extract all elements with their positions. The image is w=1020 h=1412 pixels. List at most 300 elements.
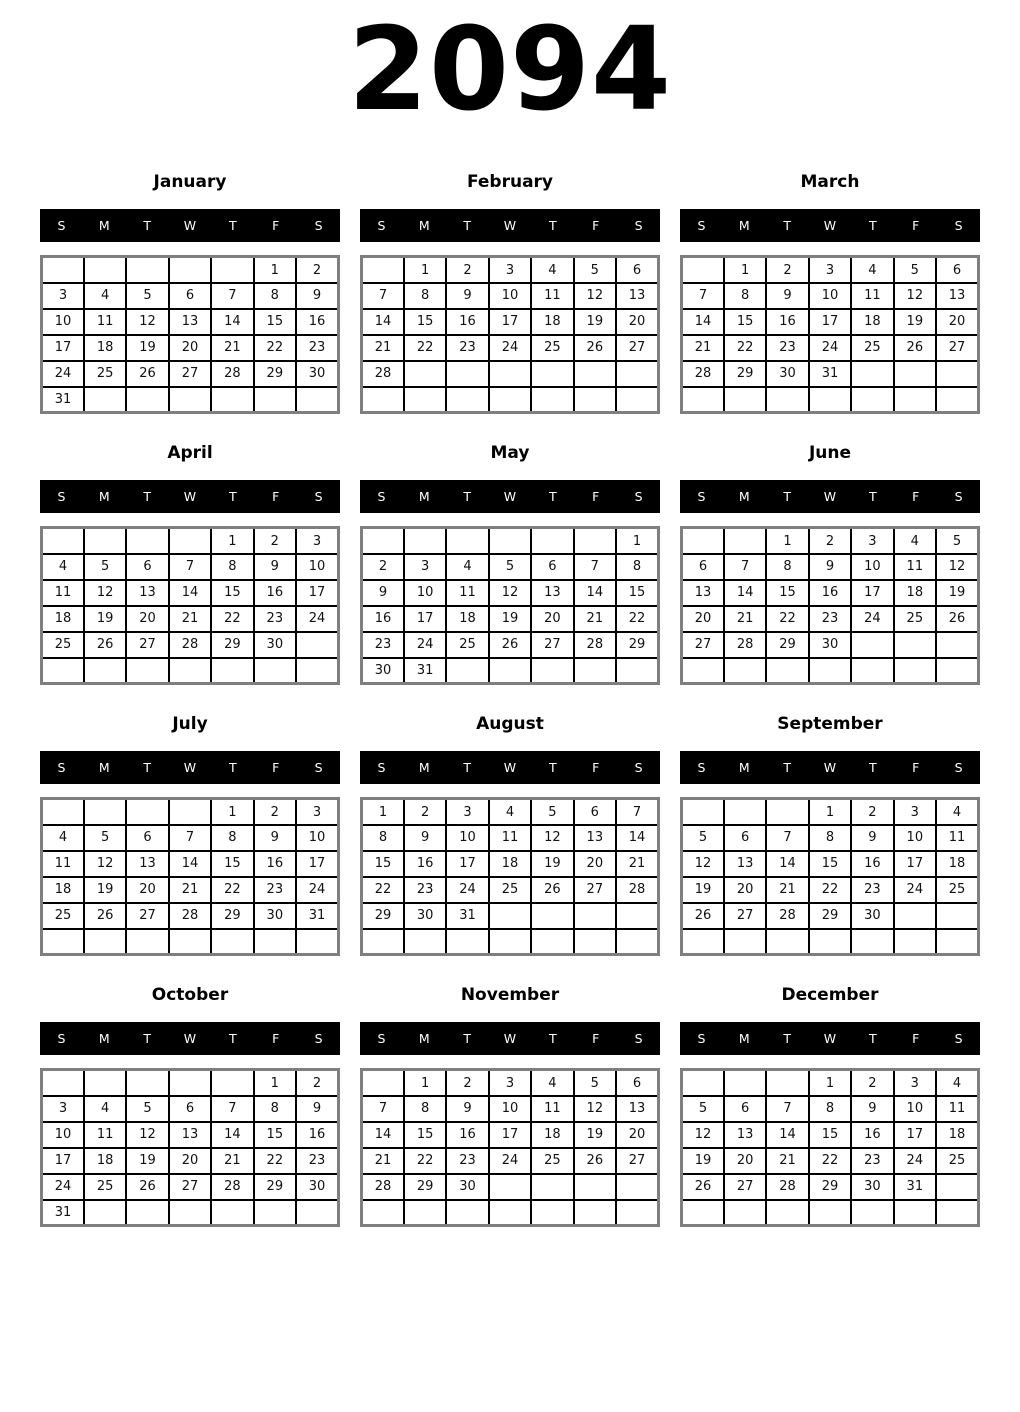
date-cell: 15 <box>616 580 658 606</box>
date-cell: 25 <box>84 1174 126 1200</box>
date-cell: 14 <box>169 580 211 606</box>
weekday-label: M <box>738 489 750 505</box>
weekday-label: T <box>463 1031 471 1047</box>
empty-date-cell <box>84 257 126 283</box>
date-cell: 26 <box>574 335 616 361</box>
date-cell: 30 <box>809 632 851 658</box>
date-cell: 16 <box>851 851 893 877</box>
weekday-label: S <box>634 489 643 505</box>
date-cell: 19 <box>894 309 936 335</box>
month-title: September <box>777 713 883 734</box>
date-cell: 11 <box>489 825 531 851</box>
weekday-label: W <box>823 218 837 234</box>
empty-date-cell <box>766 1200 808 1226</box>
date-grid <box>680 526 980 685</box>
date-cell: 9 <box>254 554 296 580</box>
date-cell: 13 <box>936 283 978 309</box>
month-title: April <box>167 442 213 463</box>
date-cell: 19 <box>574 1122 616 1148</box>
date-cell: 2 <box>809 528 851 554</box>
weekday-label: S <box>634 760 643 776</box>
weekday-header-row <box>680 480 980 513</box>
weekday-label: F <box>592 1031 600 1047</box>
empty-date-cell <box>126 1200 168 1226</box>
date-cell: 11 <box>446 580 488 606</box>
date-cell: 10 <box>851 554 893 580</box>
date-cell: 22 <box>211 877 253 903</box>
date-cell: 14 <box>724 580 766 606</box>
date-cell: 29 <box>724 361 766 387</box>
date-cell: 18 <box>446 606 488 632</box>
week-row <box>42 1096 339 1122</box>
date-cell: 17 <box>851 580 893 606</box>
empty-date-cell <box>296 387 338 413</box>
week-row <box>682 799 979 825</box>
date-cell: 8 <box>404 1096 446 1122</box>
empty-date-cell <box>936 658 978 684</box>
date-cell: 12 <box>84 580 126 606</box>
date-cell: 20 <box>169 1148 211 1174</box>
week-row <box>362 799 659 825</box>
month-march <box>680 154 980 414</box>
empty-date-cell <box>682 528 724 554</box>
date-cell: 26 <box>489 632 531 658</box>
date-cell: 6 <box>531 554 573 580</box>
date-cell: 16 <box>254 580 296 606</box>
empty-date-cell <box>574 658 616 684</box>
date-cell: 4 <box>42 825 84 851</box>
empty-date-cell <box>446 361 488 387</box>
empty-date-cell <box>126 799 168 825</box>
date-cell: 11 <box>531 1096 573 1122</box>
date-cell: 3 <box>489 257 531 283</box>
date-cell: 22 <box>404 1148 446 1174</box>
empty-date-cell <box>766 929 808 955</box>
date-cell: 13 <box>616 1096 658 1122</box>
date-cell: 13 <box>724 851 766 877</box>
week-row <box>42 361 339 387</box>
date-cell: 6 <box>936 257 978 283</box>
date-cell: 16 <box>446 1122 488 1148</box>
date-cell: 11 <box>84 1122 126 1148</box>
week-row <box>682 1122 979 1148</box>
week-row <box>42 606 339 632</box>
date-cell: 16 <box>404 851 446 877</box>
empty-date-cell <box>42 1070 84 1096</box>
date-cell: 29 <box>254 361 296 387</box>
empty-date-cell <box>42 528 84 554</box>
empty-date-cell <box>84 1070 126 1096</box>
date-cell: 5 <box>574 257 616 283</box>
date-cell: 5 <box>936 528 978 554</box>
weekday-header-row <box>360 480 660 513</box>
date-cell: 14 <box>169 851 211 877</box>
date-cell: 7 <box>211 283 253 309</box>
date-cell: 20 <box>616 1122 658 1148</box>
date-cell: 14 <box>362 309 404 335</box>
empty-date-cell <box>489 929 531 955</box>
empty-date-cell <box>936 929 978 955</box>
week-row <box>362 361 659 387</box>
date-cell: 27 <box>126 903 168 929</box>
date-cell: 8 <box>616 554 658 580</box>
date-cell: 14 <box>616 825 658 851</box>
week-row <box>362 1174 659 1200</box>
empty-date-cell <box>489 361 531 387</box>
date-cell: 18 <box>531 1122 573 1148</box>
date-cell: 26 <box>936 606 978 632</box>
weekday-label: S <box>634 218 643 234</box>
empty-date-cell <box>211 257 253 283</box>
week-row <box>682 335 979 361</box>
date-cell: 8 <box>211 825 253 851</box>
weekday-label: W <box>503 1031 517 1047</box>
month-title: February <box>466 171 554 192</box>
date-cell: 20 <box>724 1148 766 1174</box>
month-title: May <box>490 442 530 463</box>
empty-date-cell <box>296 632 338 658</box>
date-cell: 29 <box>809 1174 851 1200</box>
date-cell: 15 <box>809 851 851 877</box>
weekday-label: S <box>954 1031 963 1047</box>
month-september <box>680 696 980 956</box>
date-cell: 6 <box>126 554 168 580</box>
empty-date-cell <box>254 1200 296 1226</box>
date-cell: 6 <box>724 825 766 851</box>
month-title: June <box>808 442 852 463</box>
date-cell: 16 <box>766 309 808 335</box>
date-cell: 28 <box>766 903 808 929</box>
empty-date-cell <box>616 929 658 955</box>
date-cell: 10 <box>42 309 84 335</box>
date-cell: 13 <box>682 580 724 606</box>
date-cell: 8 <box>211 554 253 580</box>
week-row <box>42 283 339 309</box>
month-december <box>680 967 980 1227</box>
date-cell: 11 <box>936 1096 978 1122</box>
date-cell: 25 <box>42 903 84 929</box>
date-cell: 12 <box>682 1122 724 1148</box>
date-cell: 31 <box>42 387 84 413</box>
date-cell: 18 <box>894 580 936 606</box>
date-cell: 8 <box>254 283 296 309</box>
week-row <box>682 257 979 283</box>
date-cell: 8 <box>362 825 404 851</box>
month-february <box>360 154 660 414</box>
date-cell: 3 <box>404 554 446 580</box>
empty-date-cell <box>574 929 616 955</box>
date-cell: 29 <box>616 632 658 658</box>
empty-date-cell <box>936 903 978 929</box>
week-row <box>682 580 979 606</box>
date-cell: 11 <box>936 825 978 851</box>
date-cell: 18 <box>84 1148 126 1174</box>
date-cell: 19 <box>531 851 573 877</box>
weekday-label: M <box>98 760 110 776</box>
empty-date-cell <box>851 387 893 413</box>
date-cell: 24 <box>42 361 84 387</box>
date-cell: 2 <box>296 257 338 283</box>
date-cell: 25 <box>84 361 126 387</box>
date-cell: 27 <box>724 903 766 929</box>
date-cell: 4 <box>851 257 893 283</box>
date-cell: 15 <box>254 309 296 335</box>
date-cell: 8 <box>766 554 808 580</box>
date-cell: 22 <box>404 335 446 361</box>
date-cell: 8 <box>809 825 851 851</box>
date-cell: 14 <box>766 1122 808 1148</box>
date-cell: 27 <box>169 1174 211 1200</box>
weekday-label: S <box>377 1031 386 1047</box>
date-cell: 16 <box>809 580 851 606</box>
week-row <box>42 1070 339 1096</box>
month-november <box>360 967 660 1227</box>
date-cell: 24 <box>894 877 936 903</box>
empty-date-cell <box>169 387 211 413</box>
week-row <box>42 1148 339 1174</box>
date-cell: 19 <box>84 606 126 632</box>
weekday-label: M <box>418 1031 430 1047</box>
weekday-label: T <box>783 489 791 505</box>
date-cell: 9 <box>362 580 404 606</box>
date-cell: 31 <box>42 1200 84 1226</box>
weekday-label: W <box>823 1031 837 1047</box>
empty-date-cell <box>489 387 531 413</box>
empty-date-cell <box>616 658 658 684</box>
date-cell: 20 <box>126 606 168 632</box>
date-cell: 6 <box>169 1096 211 1122</box>
date-cell: 17 <box>894 1122 936 1148</box>
week-row <box>362 387 659 413</box>
week-row <box>362 929 659 955</box>
weekday-label: F <box>272 1031 280 1047</box>
date-cell: 12 <box>574 1096 616 1122</box>
date-cell: 28 <box>616 877 658 903</box>
weekday-label: T <box>143 760 151 776</box>
date-cell: 7 <box>211 1096 253 1122</box>
empty-date-cell <box>766 1070 808 1096</box>
date-cell: 9 <box>809 554 851 580</box>
empty-date-cell <box>682 799 724 825</box>
date-cell: 24 <box>809 335 851 361</box>
date-cell: 19 <box>574 309 616 335</box>
empty-date-cell <box>84 799 126 825</box>
date-cell: 5 <box>84 825 126 851</box>
date-cell: 17 <box>489 1122 531 1148</box>
weekday-label: F <box>912 218 920 234</box>
date-cell: 13 <box>169 1122 211 1148</box>
empty-date-cell <box>724 658 766 684</box>
empty-date-cell <box>362 929 404 955</box>
weekday-header-row <box>680 209 980 242</box>
weekday-label: M <box>98 489 110 505</box>
month-january <box>40 154 340 414</box>
week-row <box>362 1070 659 1096</box>
weekday-label: T <box>229 760 237 776</box>
date-cell: 2 <box>362 554 404 580</box>
month-june <box>680 425 980 685</box>
date-cell: 17 <box>42 1148 84 1174</box>
weekday-label: T <box>143 489 151 505</box>
week-row <box>682 283 979 309</box>
months-grid <box>40 154 980 1227</box>
weekday-header-row <box>40 751 340 784</box>
empty-date-cell <box>211 929 253 955</box>
date-cell: 26 <box>126 1174 168 1200</box>
date-cell: 7 <box>616 799 658 825</box>
empty-date-cell <box>574 387 616 413</box>
empty-date-cell <box>682 1200 724 1226</box>
date-cell: 9 <box>851 825 893 851</box>
date-cell: 6 <box>169 283 211 309</box>
empty-date-cell <box>616 387 658 413</box>
date-cell: 5 <box>84 554 126 580</box>
empty-date-cell <box>404 361 446 387</box>
weekday-label: S <box>697 1031 706 1047</box>
empty-date-cell <box>724 1070 766 1096</box>
empty-date-cell <box>894 1200 936 1226</box>
empty-date-cell <box>851 658 893 684</box>
date-cell: 13 <box>574 825 616 851</box>
week-row <box>42 1174 339 1200</box>
week-row <box>42 903 339 929</box>
empty-date-cell <box>211 1070 253 1096</box>
date-cell: 31 <box>296 903 338 929</box>
date-cell: 17 <box>404 606 446 632</box>
empty-date-cell <box>894 658 936 684</box>
date-cell: 3 <box>894 799 936 825</box>
date-cell: 29 <box>362 903 404 929</box>
week-row <box>362 1148 659 1174</box>
weekday-label: T <box>229 1031 237 1047</box>
date-cell: 28 <box>574 632 616 658</box>
week-row <box>682 658 979 684</box>
date-cell: 3 <box>489 1070 531 1096</box>
date-cell: 24 <box>42 1174 84 1200</box>
empty-date-cell <box>894 361 936 387</box>
weekday-label: T <box>869 489 877 505</box>
date-cell: 13 <box>126 851 168 877</box>
date-cell: 15 <box>211 851 253 877</box>
date-grid <box>680 255 980 414</box>
empty-date-cell <box>84 929 126 955</box>
date-cell: 20 <box>574 851 616 877</box>
weekday-label: S <box>57 1031 66 1047</box>
weekday-label: M <box>98 218 110 234</box>
date-cell: 23 <box>296 335 338 361</box>
date-cell: 25 <box>489 877 531 903</box>
date-cell: 12 <box>84 851 126 877</box>
date-cell: 31 <box>894 1174 936 1200</box>
date-cell: 24 <box>851 606 893 632</box>
week-row <box>362 335 659 361</box>
date-cell: 21 <box>682 335 724 361</box>
week-row <box>42 580 339 606</box>
date-cell: 17 <box>296 580 338 606</box>
date-cell: 21 <box>766 1148 808 1174</box>
date-cell: 30 <box>362 658 404 684</box>
weekday-header-row <box>360 751 660 784</box>
empty-date-cell <box>254 658 296 684</box>
week-row <box>682 528 979 554</box>
empty-date-cell <box>724 528 766 554</box>
date-grid <box>360 255 660 414</box>
weekday-label: S <box>57 760 66 776</box>
weekday-label: M <box>418 760 430 776</box>
date-cell: 5 <box>682 1096 724 1122</box>
date-cell: 26 <box>531 877 573 903</box>
date-cell: 9 <box>404 825 446 851</box>
weekday-label: W <box>503 489 517 505</box>
week-row <box>362 580 659 606</box>
date-cell: 1 <box>724 257 766 283</box>
date-cell: 20 <box>936 309 978 335</box>
empty-date-cell <box>42 799 84 825</box>
date-cell: 10 <box>489 1096 531 1122</box>
date-cell: 20 <box>616 309 658 335</box>
empty-date-cell <box>574 903 616 929</box>
empty-date-cell <box>126 658 168 684</box>
date-cell: 18 <box>84 335 126 361</box>
date-cell: 21 <box>574 606 616 632</box>
weekday-label: F <box>912 489 920 505</box>
week-row <box>682 1200 979 1226</box>
week-row <box>42 335 339 361</box>
date-cell: 8 <box>724 283 766 309</box>
date-cell: 15 <box>809 1122 851 1148</box>
date-cell: 24 <box>489 335 531 361</box>
empty-date-cell <box>894 929 936 955</box>
date-cell: 21 <box>616 851 658 877</box>
date-cell: 10 <box>809 283 851 309</box>
empty-date-cell <box>254 387 296 413</box>
empty-date-cell <box>446 387 488 413</box>
date-cell: 12 <box>682 851 724 877</box>
empty-date-cell <box>211 387 253 413</box>
date-cell: 27 <box>574 877 616 903</box>
empty-date-cell <box>84 528 126 554</box>
empty-date-cell <box>682 387 724 413</box>
empty-date-cell <box>169 528 211 554</box>
date-cell: 14 <box>211 309 253 335</box>
weekday-header-row <box>40 1022 340 1055</box>
week-row <box>42 799 339 825</box>
date-cell: 4 <box>489 799 531 825</box>
date-cell: 18 <box>531 309 573 335</box>
date-cell: 19 <box>84 877 126 903</box>
date-cell: 5 <box>682 825 724 851</box>
date-cell: 9 <box>446 1096 488 1122</box>
weekday-label: M <box>98 1031 110 1047</box>
weekday-label: T <box>783 218 791 234</box>
date-cell: 7 <box>574 554 616 580</box>
date-cell: 30 <box>766 361 808 387</box>
date-cell: 14 <box>362 1122 404 1148</box>
date-cell: 1 <box>404 257 446 283</box>
empty-date-cell <box>489 658 531 684</box>
date-cell: 20 <box>682 606 724 632</box>
date-cell: 23 <box>851 1148 893 1174</box>
week-row <box>362 1200 659 1226</box>
date-cell: 29 <box>809 903 851 929</box>
weekday-label: W <box>183 489 197 505</box>
empty-date-cell <box>404 1200 446 1226</box>
empty-date-cell <box>169 257 211 283</box>
weekday-label: T <box>549 489 557 505</box>
date-cell: 26 <box>574 1148 616 1174</box>
weekday-label: S <box>634 1031 643 1047</box>
date-cell: 4 <box>936 1070 978 1096</box>
